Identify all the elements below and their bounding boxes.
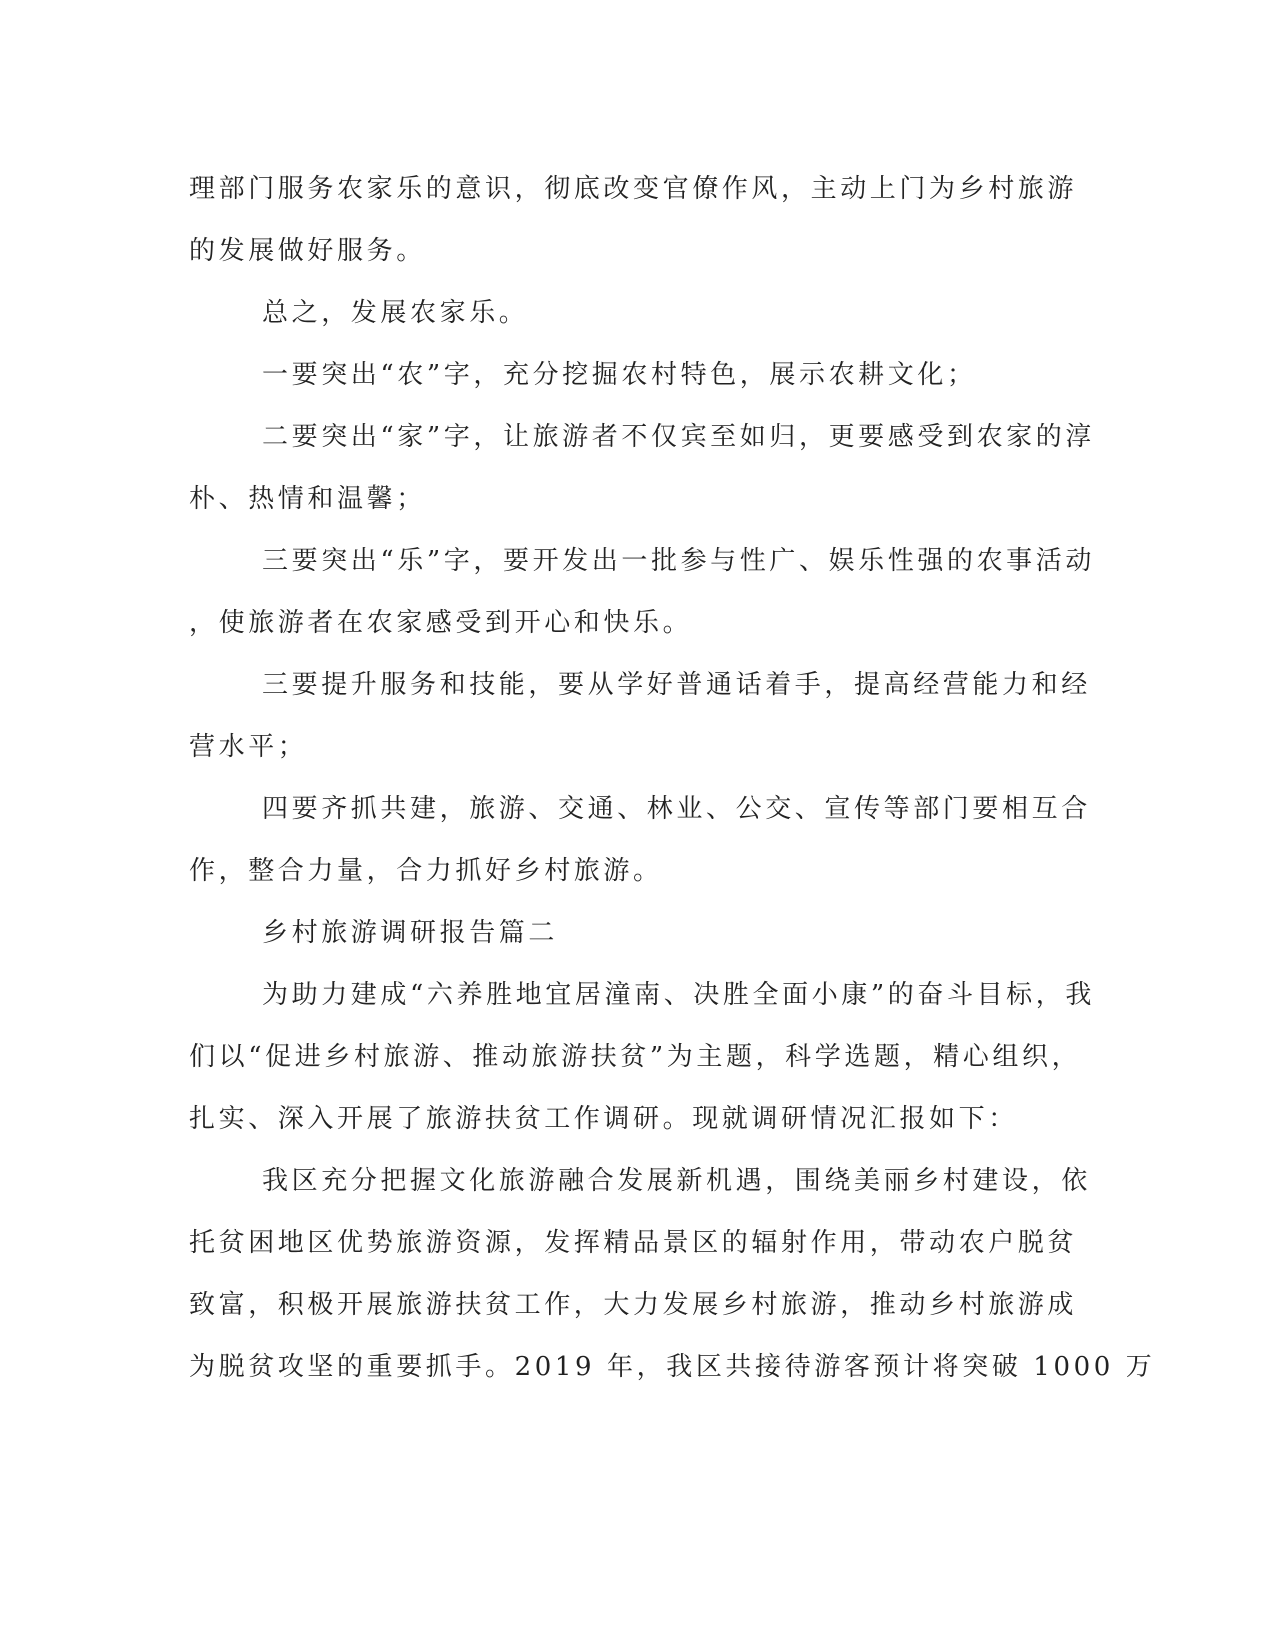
text-line: ，使旅游者在农家感受到开心和快乐。 bbox=[189, 608, 693, 638]
document-body bbox=[189, 158, 1156, 1398]
text-line: 为助力建成“六养胜地宜居潼南、决胜全面小康”的奋斗目标，我 bbox=[262, 980, 1095, 1010]
text-line: 为脱贫攻坚的重要抓手。2019 年，我区共接待游客预计将突破 1000 万 bbox=[189, 1352, 1156, 1382]
text-line: 三要提升服务和技能，要从学好普通话着手，提高经营能力和经 bbox=[262, 670, 1091, 700]
text-line: 理部门服务农家乐的意识，彻底改变官僚作风，主动上门为乡村旅游 bbox=[189, 174, 1078, 204]
section-heading: 乡村旅游调研报告篇二 bbox=[262, 918, 559, 948]
text-line: 总之，发展农家乐。 bbox=[262, 298, 529, 328]
text-line: 的发展做好服务。 bbox=[189, 236, 426, 266]
text-line: 三要突出“乐”字，要开发出一批参与性广、娱乐性强的农事活动 bbox=[262, 546, 1095, 576]
text-line: 我区充分把握文化旅游融合发展新机遇，围绕美丽乡村建设，依 bbox=[262, 1166, 1091, 1196]
text-line: 四要齐抓共建，旅游、交通、林业、公交、宣传等部门要相互合 bbox=[262, 794, 1091, 824]
text-line: 作，整合力量，合力抓好乡村旅游。 bbox=[189, 856, 663, 886]
text-line: 托贫困地区优势旅游资源，发挥精品景区的辐射作用，带动农户脱贫 bbox=[189, 1228, 1078, 1258]
text-line: 扎实、深入开展了旅游扶贫工作调研。现就调研情况汇报如下： bbox=[189, 1104, 1018, 1134]
text-line: 一要突出“农”字，充分挖掘农村特色，展示农耕文化； bbox=[262, 360, 977, 390]
text-line: 朴、热情和温馨； bbox=[189, 484, 426, 514]
text-line: 二要突出“家”字，让旅游者不仅宾至如归，更要感受到农家的淳 bbox=[262, 422, 1095, 452]
text-line: 营水平； bbox=[189, 732, 308, 762]
text-line: 致富，积极开展旅游扶贫工作，大力发展乡村旅游，推动乡村旅游成 bbox=[189, 1290, 1078, 1320]
text-line: 们以“促进乡村旅游、推动旅游扶贫”为主题，科学选题，精心组织， bbox=[189, 1042, 1082, 1072]
